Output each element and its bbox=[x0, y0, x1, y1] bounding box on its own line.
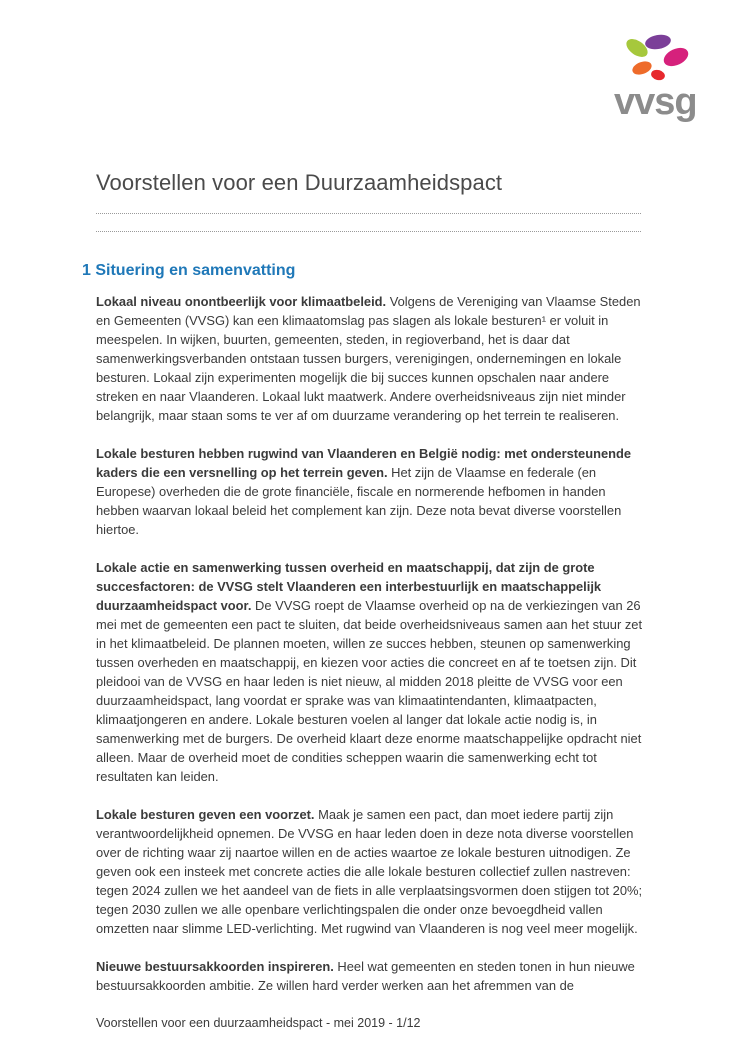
section-heading: 1 Situering en samenvatting bbox=[82, 262, 296, 279]
title-divider-top bbox=[96, 213, 641, 214]
paragraph-text: Volgens de Vereniging van Vlaamse Steden en Gemeenten (VVSG) kan een klimaatomslag pas slagen als lokale besturen¹ er voluit in meespelen. In wijken, buurten, gemeenten, steden, in regioverband, het is daar dat samenwerkingsverbanden ontstaan tussen burgers, verenigingen, ondernemingen en lokale besturen. Lokaal zijn experimenten mogelijk die bij succes kunnen opschalen naar andere streken en naar Vlaanderen. Lokaal lukt maatwerk. Andere overheidsniveaus zijn niet minder belangrijk, maar staan soms te ver af om duurzame verandering op het terrein te realiseren. bbox=[96, 294, 641, 423]
paragraph bbox=[96, 558, 644, 786]
paragraph-lead: Lokale actie en samenwerking tussen overheid en maatschappij, dat zijn de grote succesfactoren: de VVSG stelt Vlaanderen een interbestuurlijk en maatschappelijk duurzaamheidspact voor. bbox=[96, 560, 602, 613]
logo-red-petal bbox=[650, 68, 666, 81]
paragraph bbox=[96, 957, 644, 995]
logo-orange-petal bbox=[631, 59, 654, 77]
logo-green-petal bbox=[623, 35, 651, 60]
logo-wordmark: vvsg bbox=[614, 81, 697, 123]
paragraph-lead: Nieuwe bestuursakkoorden inspireren. bbox=[96, 959, 334, 974]
paragraph-text: De VVSG roept de Vlaamse overheid op na de verkiezingen van 26 mei met de gemeenten een pact te sluiten, dat beide overheidsniveaus samen aan het stuur zet in het klimaatbeleid. De plannen moeten, willen ze succes hebben, steunen op samenwerking tussen overheden en maatschappij, en kiezen voor acties die concreet en af te toetsen zijn. Dit pleidooi van de VVSG en haar leden is niet nieuw, al midden 2018 pleitte de VVSG voor een duurzaamheidspact, lang voordat er sprake was van klimaatintendanten, klimaatpacten, klimaatjongeren en andere. Lokale besturen voelen al langer dat lokale actie nodig is, in samenwerking met de burgers. De overheid klaart deze enorme maatschappelijke opdracht niet alleen. Maar de overheid moet de condities scheppen waarin die samenwerking echt tot resultaten kan leiden. bbox=[96, 598, 643, 784]
paragraph-text: Het zijn de Vlaamse en federale (en Europese) overheden die de grote financiële, fiscale en normerende hefbomen in handen hebben waarvan lokaal beleid het complement kan zijn. Deze nota bevat diverse voorstellen hiertoe. bbox=[96, 465, 622, 537]
paragraph bbox=[96, 805, 644, 938]
paragraph bbox=[96, 292, 644, 425]
paragraph-lead: Lokaal niveau onontbeerlijk voor klimaatbeleid. bbox=[96, 294, 387, 309]
paragraph-lead: Lokale besturen geven een voorzet. bbox=[96, 807, 315, 822]
paragraph bbox=[96, 444, 644, 539]
paragraph-text: Maak je samen een pact, dan moet iedere partij zijn verantwoordelijkheid opnemen. De VVSG en haar leden doen in deze nota diverse voorstellen over de richting waar zij naartoe willen en de acties waartoe ze lokale besturen uitnodigen. Ze geven ook een insteek met concrete acties die alle lokale besturen collectief zullen nastreven: tegen 2024 zullen we het aandeel van de fiets in alle verplaatsingsvormen doen stijgen tot 20%; tegen 2030 zullen we alle openbare verlichtingspalen die onder onze bevoegdheid vallen omzetten naar slimme LED-verlichting. Met rugwind van Vlaanderen is nog veel meer mogelijk. bbox=[96, 807, 643, 936]
document-title: Voorstellen voor een Duurzaamheidspact bbox=[96, 170, 503, 195]
paragraph-text: Heel wat gemeenten en steden tonen in hun nieuwe bestuursakkoorden ambitie. Ze willen hard verder werken aan het afremmen van de bbox=[96, 959, 635, 993]
logo-magenta-petal bbox=[661, 44, 691, 69]
document-body bbox=[96, 292, 644, 1014]
vvsg-logo bbox=[612, 30, 712, 130]
title-divider-bottom bbox=[96, 231, 641, 232]
page-footer: Voorstellen voor een duurzaamheidspact - mei 2019 - 1/12 bbox=[96, 1016, 421, 1030]
paragraph-lead: Lokale besturen hebben rugwind van Vlaanderen en België nodig: met ondersteunende kaders die een versnelling op het terrein geven. bbox=[96, 446, 632, 480]
logo-purple-petal bbox=[644, 33, 672, 51]
